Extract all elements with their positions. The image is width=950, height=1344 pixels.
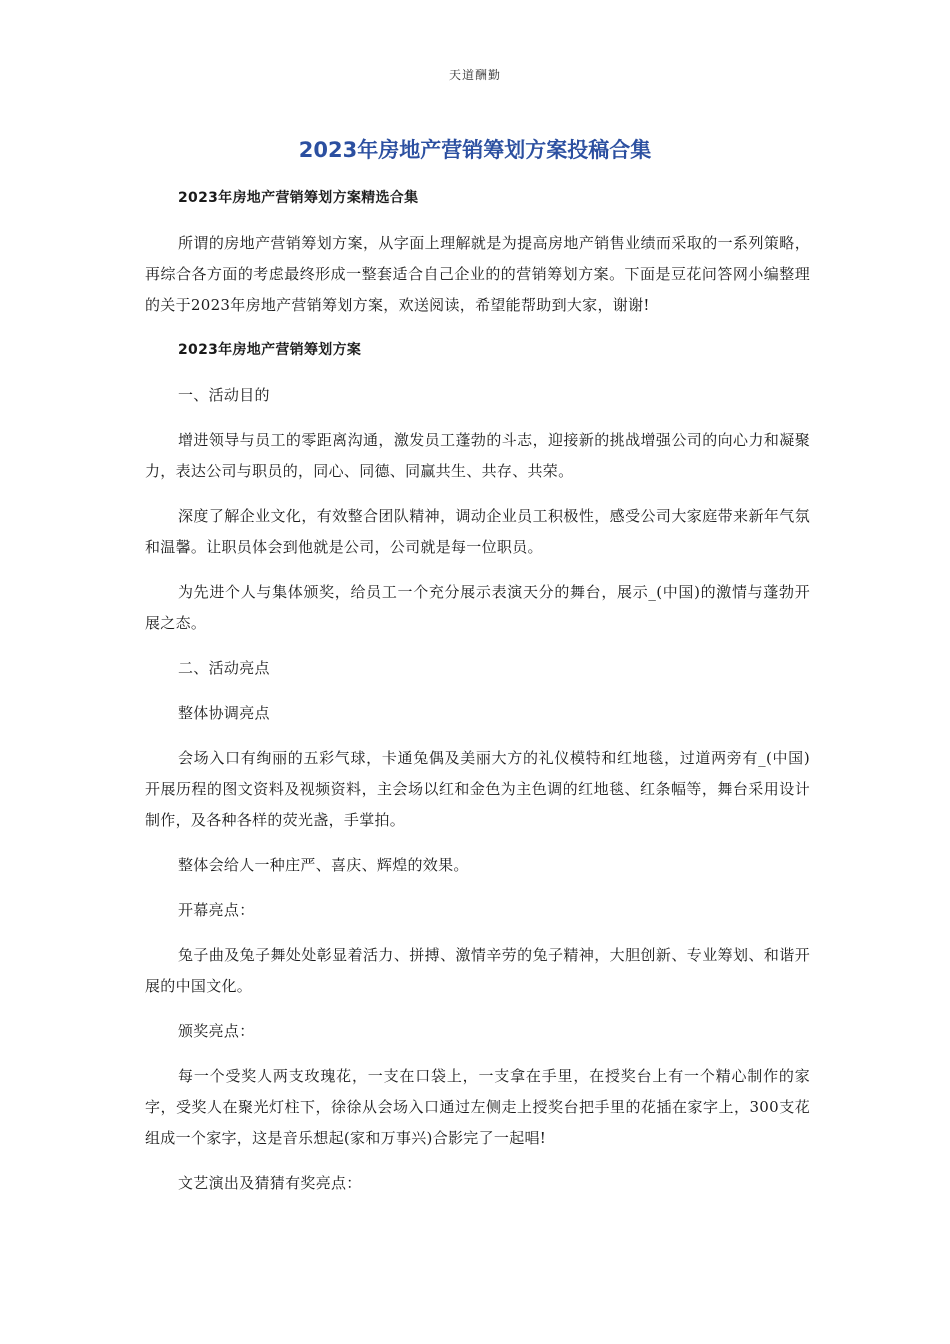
body-paragraph: 颁奖亮点： bbox=[178, 1022, 255, 1040]
body-paragraph: 为先进个人与集体颁奖，给员工一个充分展示表演天分的舞台，展示_(中国)的激情与蓬勃开展之态。 bbox=[145, 583, 810, 632]
body-paragraph: 二、活动亮点 bbox=[178, 659, 270, 677]
body-paragraph: 文艺演出及猜猜有奖亮点： bbox=[178, 1174, 362, 1192]
section-heading: 2023年房地产营销筹划方案 bbox=[178, 342, 362, 358]
page-header: 天道酬勤 bbox=[448, 68, 501, 82]
body-paragraph: 每一个受奖人两支玫瑰花，一支在口袋上，一支拿在手里，在授奖台上有一个精心制作的家字，受奖人在聚光灯柱下，徐徐从会场入口通过左侧走上授奖台把手里的花插在家字上，300支花组成一个家字，这是音乐想起(家和万事兴)合影完了一起唱! bbox=[145, 1067, 810, 1147]
document-title: 2023年房地产营销筹划方案投稿合集 bbox=[298, 138, 652, 162]
body-paragraph: 一、活动目的 bbox=[178, 386, 270, 404]
section-heading: 2023年房地产营销筹划方案精选合集 bbox=[178, 190, 419, 206]
body-paragraph: 会场入口有绚丽的五彩气球，卡通兔偶及美丽大方的礼仪模特和红地毯，过道两旁有_(中国)开展历程的图文资料及视频资料，主会场以红和金色为主色调的红地毯、红条幅等，舞台采用设计制作，及各种各样的荧光盏，手掌拍。 bbox=[145, 749, 810, 829]
body-paragraph: 整体协调亮点 bbox=[178, 704, 270, 722]
body-paragraph: 所谓的房地产营销筹划方案，从字面上理解就是为提高房地产销售业绩而采取的一系列策略，再综合各方面的考虑最终形成一整套适合自己企业的的营销筹划方案。下面是豆花问答网小编整理的关于2023年房地产营销筹划方案，欢送阅读，希望能帮助到大家，谢谢! bbox=[145, 234, 810, 314]
body-paragraph: 增进领导与员工的零距离沟通，激发员工蓬勃的斗志，迎接新的挑战增强公司的向心力和凝聚力，表达公司与职员的，同心、同德、同赢共生、共存、共荣。 bbox=[145, 431, 810, 480]
body-paragraph: 兔子曲及兔子舞处处彰显着活力、拼搏、激情辛劳的兔子精神，大胆创新、专业筹划、和谐开展的中国文化。 bbox=[145, 946, 810, 995]
document-body bbox=[145, 183, 810, 1213]
body-paragraph: 整体会给人一种庄严、喜庆、辉煌的效果。 bbox=[178, 856, 469, 874]
body-paragraph: 深度了解企业文化，有效整合团队精神，调动企业员工积极性，感受公司大家庭带来新年气氛和温馨。让职员体会到他就是公司，公司就是每一位职员。 bbox=[145, 507, 810, 556]
body-paragraph: 开幕亮点： bbox=[178, 901, 255, 919]
